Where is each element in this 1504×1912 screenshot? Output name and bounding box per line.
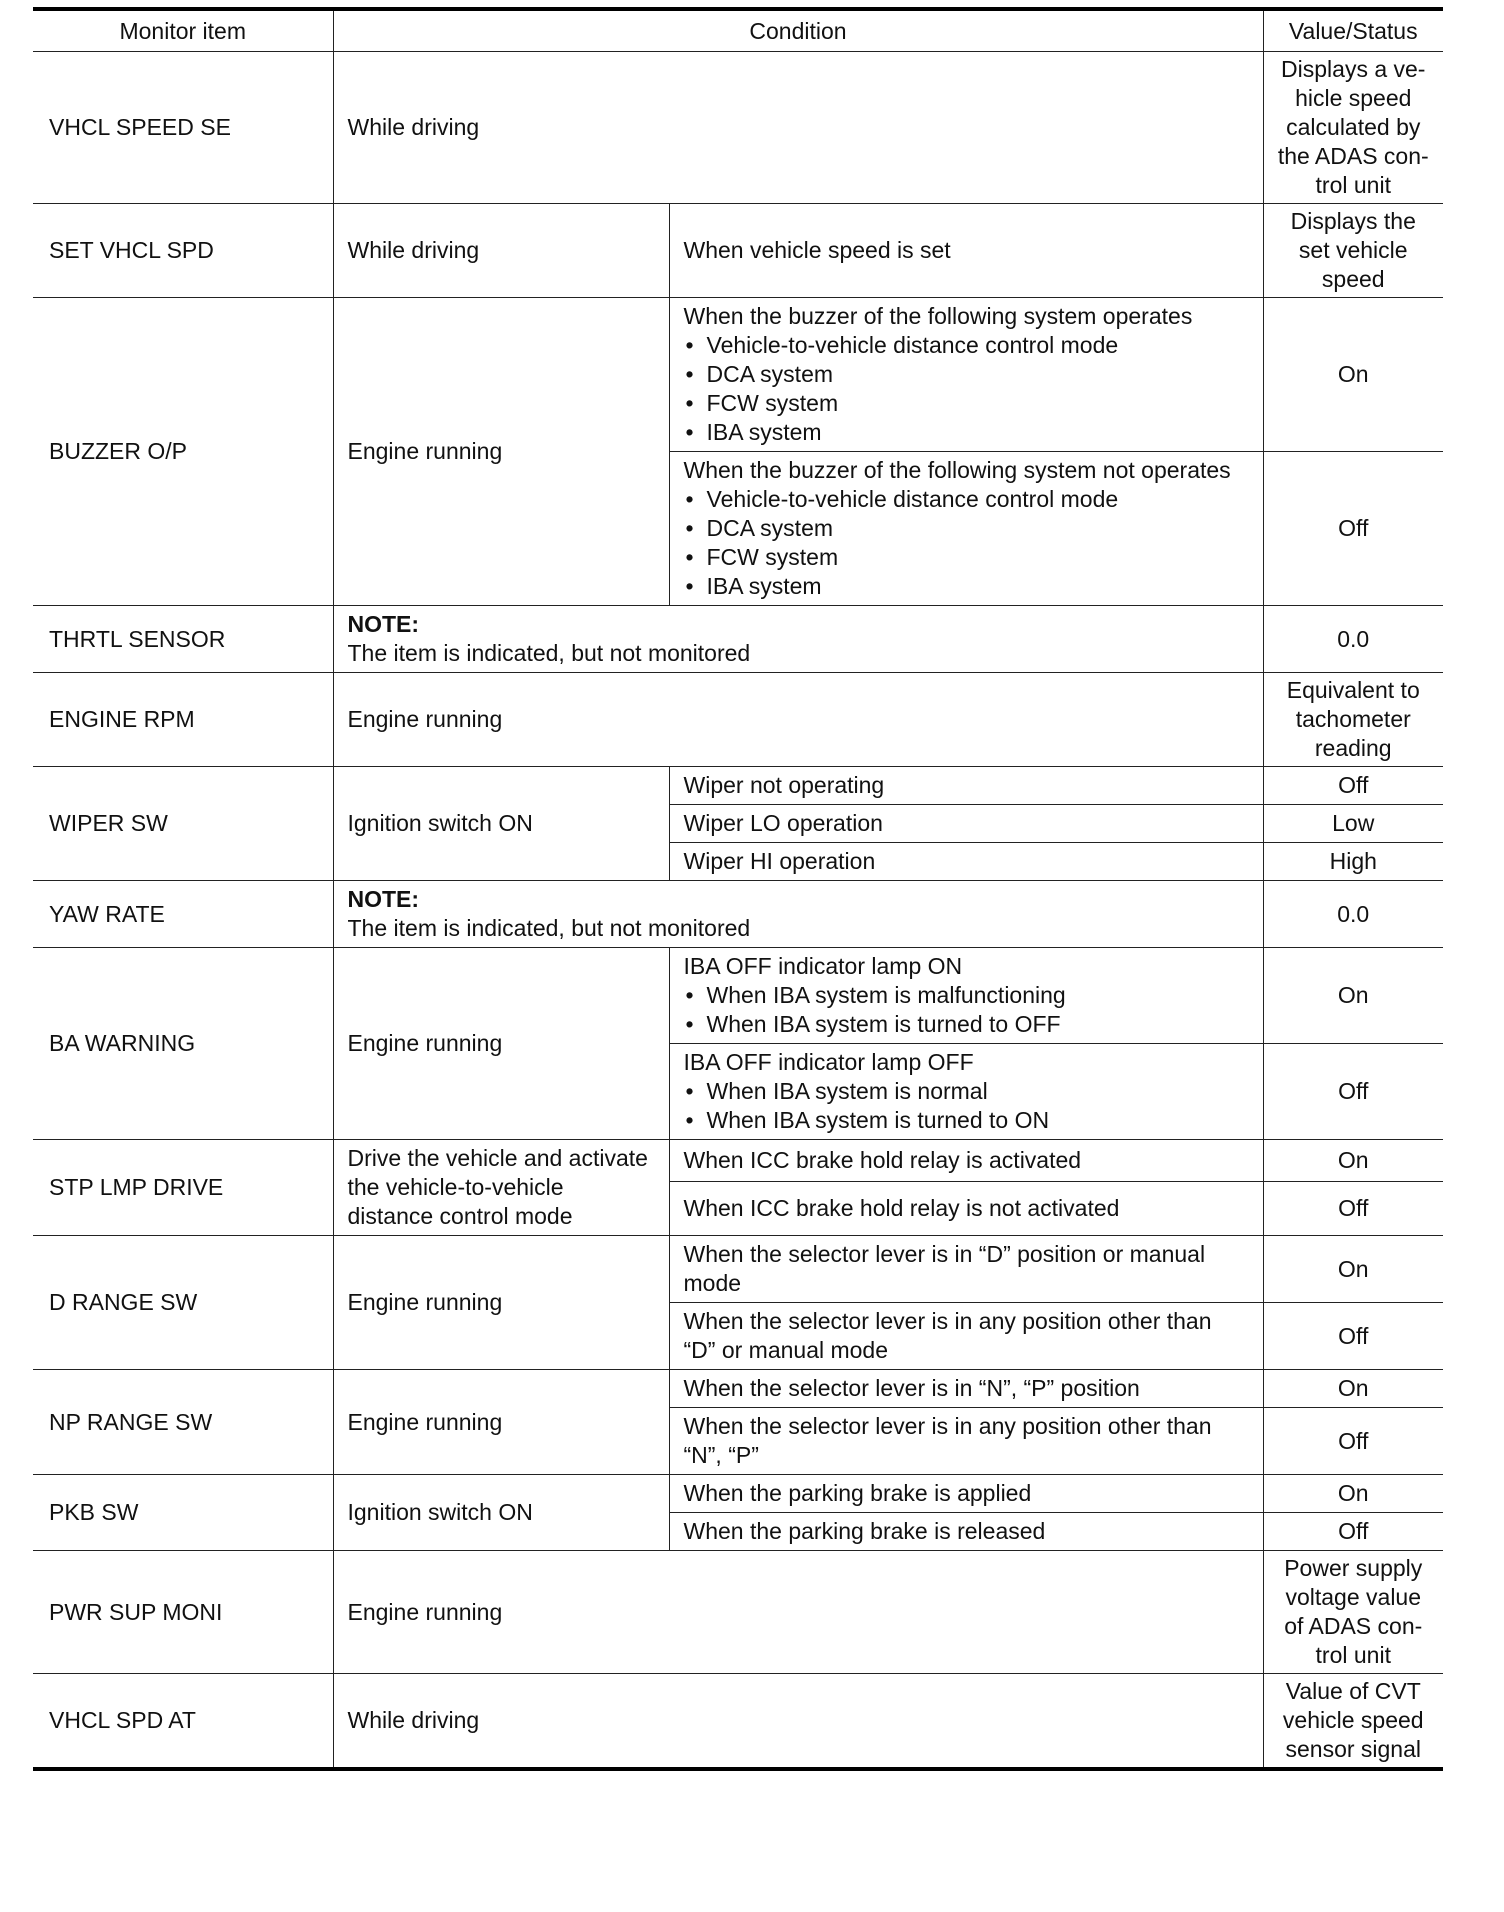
- bullet-item: • IBA system: [684, 418, 1249, 447]
- condition-vhcl-spd-at: While driving: [333, 1674, 1263, 1770]
- note-text: The item is indicated, but not monitored: [347, 915, 751, 941]
- monitor-item-d-range-sw: D RANGE SW: [33, 1236, 333, 1370]
- condition-thrtl-sensor: [333, 606, 1263, 673]
- bullet-item: • FCW system: [684, 389, 1249, 418]
- header-value-status: Value/Status: [1263, 9, 1443, 52]
- table-row: [33, 1551, 1443, 1674]
- note-label: NOTE:: [347, 611, 420, 637]
- monitor-item-np-range-sw: NP RANGE SW: [33, 1370, 333, 1475]
- value-status-set-vhcl-spd-1: Displays the set vehicle speed: [1263, 204, 1443, 298]
- sub-condition-np-range-sw-2: When the selector lever is in any position other than “N”, “P”: [669, 1408, 1263, 1475]
- bullet-list: [684, 1077, 1249, 1135]
- table-row: [33, 1140, 1443, 1182]
- sub-condition-intro: When the buzzer of the following system not operates: [683, 457, 1231, 483]
- bullet-list: [684, 981, 1249, 1039]
- condition-stp-lmp-drive: Drive the vehicle and activate the vehicle-to-vehicle distance control mode: [333, 1140, 669, 1236]
- value-status-pkb-sw-1: On: [1263, 1475, 1443, 1513]
- sub-condition-intro: When the buzzer of the following system operates: [683, 303, 1193, 329]
- table-row: [33, 1370, 1443, 1408]
- value-status-buzzer-o-p-2: Off: [1263, 452, 1443, 606]
- value-status-wiper-sw-2: Low: [1263, 805, 1443, 843]
- header-condition: Condition: [333, 9, 1263, 52]
- condition-d-range-sw: Engine running: [333, 1236, 669, 1370]
- sub-condition-buzzer-o-p-1: [669, 298, 1263, 452]
- sub-condition-intro: IBA OFF indicator lamp OFF: [683, 1049, 974, 1075]
- bullet-item: • When IBA system is turned to ON: [684, 1106, 1249, 1135]
- sub-condition-d-range-sw-1: When the selector lever is in “D” position or manual mode: [669, 1236, 1263, 1303]
- value-status-vhcl-spd-at: Value of CVT vehicle speed sensor signal: [1263, 1674, 1443, 1770]
- value-status-ba-warning-2: Off: [1263, 1044, 1443, 1140]
- table-row: [33, 881, 1443, 948]
- sub-condition-stp-lmp-drive-2: When ICC brake hold relay is not activated: [669, 1182, 1263, 1236]
- monitor-item-wiper-sw: WIPER SW: [33, 767, 333, 881]
- sub-condition-ba-warning-1: [669, 948, 1263, 1044]
- sub-condition-wiper-sw-1: Wiper not operating: [669, 767, 1263, 805]
- bullet-list: [684, 331, 1249, 447]
- sub-condition-buzzer-o-p-2: [669, 452, 1263, 606]
- monitor-item-yaw-rate: YAW RATE: [33, 881, 333, 948]
- bullet-item: • When IBA system is malfunctioning: [684, 981, 1249, 1010]
- value-status-np-range-sw-2: Off: [1263, 1408, 1443, 1475]
- value-status-d-range-sw-1: On: [1263, 1236, 1443, 1303]
- note-text: The item is indicated, but not monitored: [347, 640, 751, 666]
- table-row: [33, 298, 1443, 452]
- value-status-buzzer-o-p-1: On: [1263, 298, 1443, 452]
- sub-condition-wiper-sw-2: Wiper LO operation: [669, 805, 1263, 843]
- monitor-item-table: [33, 7, 1443, 1771]
- monitor-item-pwr-sup-moni: PWR SUP MONI: [33, 1551, 333, 1674]
- value-status-np-range-sw-1: On: [1263, 1370, 1443, 1408]
- sub-condition-np-range-sw-1: When the selector lever is in “N”, “P” position: [669, 1370, 1263, 1408]
- table-body: [33, 52, 1443, 1770]
- bullet-item: • Vehicle-to-vehicle distance control mode: [684, 331, 1249, 360]
- condition-pwr-sup-moni: Engine running: [333, 1551, 1263, 1674]
- header-monitor-item: Monitor item: [33, 9, 333, 52]
- document-page: [33, 7, 1443, 1771]
- bullet-item: • DCA system: [684, 514, 1249, 543]
- monitor-item-engine-rpm: ENGINE RPM: [33, 673, 333, 767]
- table-header-row: [33, 9, 1443, 52]
- value-status-stp-lmp-drive-1: On: [1263, 1140, 1443, 1182]
- sub-condition-d-range-sw-2: When the selector lever is in any position other than “D” or manual mode: [669, 1303, 1263, 1370]
- condition-buzzer-o-p: Engine running: [333, 298, 669, 606]
- sub-condition-pkb-sw-1: When the parking brake is applied: [669, 1475, 1263, 1513]
- value-status-yaw-rate: 0.0: [1263, 881, 1443, 948]
- condition-pkb-sw: Ignition switch ON: [333, 1475, 669, 1551]
- condition-np-range-sw: Engine running: [333, 1370, 669, 1475]
- value-status-pwr-sup-moni: Power supply voltage value of ADAS con- trol unit: [1263, 1551, 1443, 1674]
- table-row: [33, 1236, 1443, 1303]
- table-row: [33, 948, 1443, 1044]
- monitor-item-vhcl-spd-at: VHCL SPD AT: [33, 1674, 333, 1770]
- value-status-stp-lmp-drive-2: Off: [1263, 1182, 1443, 1236]
- bullet-item: • When IBA system is normal: [684, 1077, 1249, 1106]
- value-status-thrtl-sensor: 0.0: [1263, 606, 1443, 673]
- sub-condition-wiper-sw-3: Wiper HI operation: [669, 843, 1263, 881]
- sub-condition-ba-warning-2: [669, 1044, 1263, 1140]
- monitor-item-ba-warning: BA WARNING: [33, 948, 333, 1140]
- monitor-item-stp-lmp-drive: STP LMP DRIVE: [33, 1140, 333, 1236]
- monitor-item-set-vhcl-spd: SET VHCL SPD: [33, 204, 333, 298]
- bullet-item: • Vehicle-to-vehicle distance control mode: [684, 485, 1249, 514]
- condition-vhcl-speed-se: While driving: [333, 52, 1263, 204]
- monitor-item-pkb-sw: PKB SW: [33, 1475, 333, 1551]
- condition-set-vhcl-spd: While driving: [333, 204, 669, 298]
- monitor-item-vhcl-speed-se: VHCL SPEED SE: [33, 52, 333, 204]
- table-row: [33, 204, 1443, 298]
- sub-condition-stp-lmp-drive-1: When ICC brake hold relay is activated: [669, 1140, 1263, 1182]
- sub-condition-pkb-sw-2: When the parking brake is released: [669, 1513, 1263, 1551]
- condition-wiper-sw: Ignition switch ON: [333, 767, 669, 881]
- value-status-ba-warning-1: On: [1263, 948, 1443, 1044]
- table-row: [33, 1674, 1443, 1770]
- table-row: [33, 52, 1443, 204]
- value-status-engine-rpm: Equivalent to tachometer reading: [1263, 673, 1443, 767]
- condition-ba-warning: Engine running: [333, 948, 669, 1140]
- condition-engine-rpm: Engine running: [333, 673, 1263, 767]
- table-row: [33, 1475, 1443, 1513]
- bullet-item: • When IBA system is turned to OFF: [684, 1010, 1249, 1039]
- value-status-pkb-sw-2: Off: [1263, 1513, 1443, 1551]
- monitor-item-thrtl-sensor: THRTL SENSOR: [33, 606, 333, 673]
- bullet-list: [684, 485, 1249, 601]
- monitor-item-buzzer-o-p: BUZZER O/P: [33, 298, 333, 606]
- table-row: [33, 767, 1443, 805]
- bullet-item: • FCW system: [684, 543, 1249, 572]
- table-row: [33, 606, 1443, 673]
- value-status-vhcl-speed-se: Displays a ve- hicle speed calculated by the ADAS con- trol unit: [1263, 52, 1443, 204]
- bullet-item: • DCA system: [684, 360, 1249, 389]
- sub-condition-set-vhcl-spd-1: When vehicle speed is set: [669, 204, 1263, 298]
- table-row: [33, 673, 1443, 767]
- sub-condition-intro: IBA OFF indicator lamp ON: [683, 953, 963, 979]
- condition-yaw-rate: [333, 881, 1263, 948]
- value-status-d-range-sw-2: Off: [1263, 1303, 1443, 1370]
- bullet-item: • IBA system: [684, 572, 1249, 601]
- note-label: NOTE:: [347, 886, 420, 912]
- value-status-wiper-sw-1: Off: [1263, 767, 1443, 805]
- value-status-wiper-sw-3: High: [1263, 843, 1443, 881]
